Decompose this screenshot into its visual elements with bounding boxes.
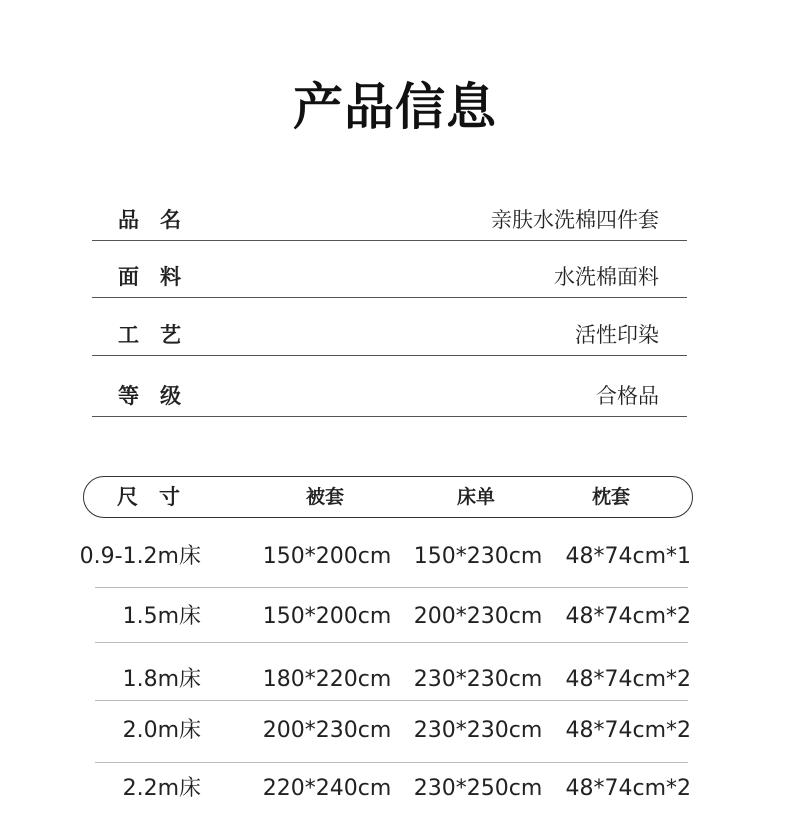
info-label: 品 名: [118, 208, 181, 232]
header-bed-sheet: 床单: [457, 486, 496, 508]
row-divider: [95, 587, 688, 588]
row-divider: [95, 642, 688, 643]
cell-quilt-cover: 180*220cm: [262, 667, 392, 692]
table-row: [0, 597, 790, 637]
cell-pillowcase: 48*74cm*2: [565, 667, 691, 692]
header-size: 尺 寸: [117, 485, 180, 509]
info-value: 亲肤水洗棉四件套: [491, 208, 659, 232]
size-table-header: [83, 476, 693, 518]
header-pillowcase: 枕套: [592, 486, 631, 508]
cell-bed-sheet: 230*250cm: [413, 776, 543, 801]
table-row: [0, 537, 790, 577]
cell-size: 0.9-1.2m床: [79, 544, 201, 569]
info-label: 工 艺: [118, 323, 181, 347]
info-value: 合格品: [596, 384, 659, 408]
header-quilt-cover: 被套: [306, 486, 345, 508]
cell-quilt-cover: 220*240cm: [262, 776, 392, 801]
table-row: [0, 660, 790, 700]
info-row-grade: [92, 376, 687, 417]
page-title: 产品信息: [293, 78, 497, 136]
cell-bed-sheet: 230*230cm: [413, 718, 543, 743]
info-value: 活性印染: [575, 323, 659, 347]
cell-size: 1.5m床: [122, 604, 201, 629]
info-row-craft: [92, 315, 687, 356]
cell-size: 2.2m床: [122, 776, 201, 801]
row-divider: [95, 762, 688, 763]
cell-bed-sheet: 230*230cm: [413, 667, 543, 692]
info-value: 水洗棉面料: [554, 265, 659, 289]
cell-size: 2.0m床: [122, 718, 201, 743]
info-row-fabric: [92, 257, 687, 298]
cell-bed-sheet: 200*230cm: [413, 604, 543, 629]
info-row-product-name: [92, 200, 687, 241]
info-label: 面 料: [118, 265, 181, 289]
info-label: 等 级: [118, 384, 181, 408]
table-row: [0, 711, 790, 751]
cell-quilt-cover: 150*200cm: [262, 544, 392, 569]
cell-size: 1.8m床: [122, 667, 201, 692]
table-row: [0, 769, 790, 809]
cell-bed-sheet: 150*230cm: [413, 544, 543, 569]
cell-pillowcase: 48*74cm*1: [565, 544, 691, 569]
cell-pillowcase: 48*74cm*2: [565, 718, 691, 743]
cell-pillowcase: 48*74cm*2: [565, 604, 691, 629]
cell-pillowcase: 48*74cm*2: [565, 776, 691, 801]
row-divider: [95, 700, 688, 701]
cell-quilt-cover: 150*200cm: [262, 604, 392, 629]
cell-quilt-cover: 200*230cm: [262, 718, 392, 743]
